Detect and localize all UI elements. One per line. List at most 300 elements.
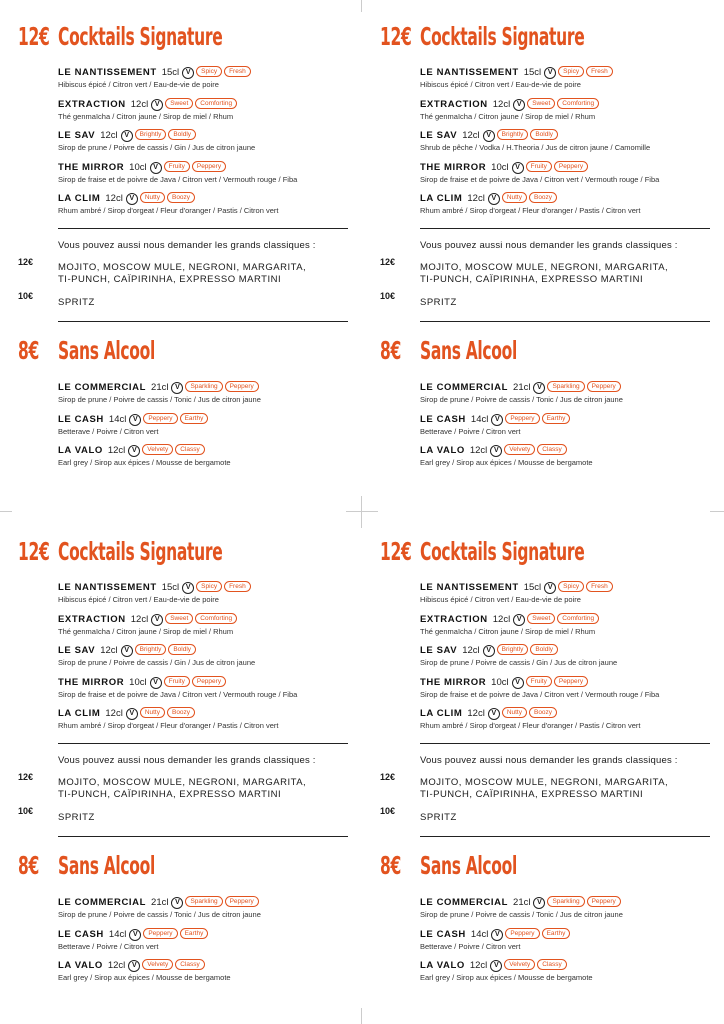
drink-item bbox=[420, 707, 720, 739]
drink-name-line bbox=[420, 192, 720, 206]
drink-ingredients: Shrub de pêche / Vodka / H.Theoria / Jus de citron jaune / Camomille bbox=[420, 143, 651, 152]
separator-line bbox=[420, 228, 710, 229]
flavor-tag: Fresh bbox=[586, 581, 613, 592]
section-price: 8€ bbox=[380, 851, 401, 880]
vegan-badge-icon: V bbox=[121, 645, 133, 657]
drink-name-line bbox=[58, 644, 358, 658]
classics-intro: Vous pouvez aussi nous demander les grands classiques : bbox=[420, 755, 678, 766]
classics-list bbox=[58, 777, 306, 801]
flavor-tag: Sweet bbox=[527, 613, 555, 624]
drink-name: LE CASH bbox=[420, 928, 466, 940]
drink-ingredients: Sirop de prune / Poivre de cassis / Gin / Jus de citron jaune bbox=[58, 658, 256, 667]
flavor-tag: Earthy bbox=[180, 928, 209, 939]
drink-name: LE CASH bbox=[58, 928, 104, 940]
drink-name: LA CLIM bbox=[58, 708, 101, 719]
drink-ingredients: Betterave / Poivre / Citron vert bbox=[58, 426, 159, 436]
section-header bbox=[18, 851, 348, 887]
drink-name: LA VALO bbox=[58, 445, 103, 456]
vegan-badge-icon: V bbox=[126, 708, 138, 720]
drink-ingredients: Sirop de prune / Poivre de cassis / Tonic / Jus de citron jaune bbox=[58, 395, 261, 404]
drink-volume: 12cl bbox=[107, 445, 126, 456]
spritz-price: 10€ bbox=[380, 291, 396, 301]
drink-name: EXTRACTION bbox=[420, 613, 488, 625]
spritz-label: SPRITZ bbox=[420, 812, 457, 823]
drink-name-line bbox=[58, 413, 358, 427]
classics-price: 12€ bbox=[18, 772, 34, 782]
spritz-price: 10€ bbox=[18, 291, 34, 301]
vegan-badge-icon: V bbox=[512, 162, 524, 174]
flavor-tag: Brightly bbox=[497, 644, 529, 655]
drink-name-line bbox=[58, 896, 358, 910]
drink-ingredients: Sirop de prune / Poivre de cassis / Tonic / Jus de citron jaune bbox=[420, 395, 623, 404]
drink-item bbox=[58, 613, 358, 645]
drink-name: EXTRACTION bbox=[58, 613, 126, 625]
drink-volume: 14cl bbox=[108, 413, 127, 425]
drink-item bbox=[58, 381, 358, 413]
classics-list bbox=[58, 262, 306, 286]
drink-name: LE SAV bbox=[420, 130, 458, 141]
flavor-tag: Sweet bbox=[165, 613, 193, 624]
section-price: 8€ bbox=[18, 336, 39, 365]
drink-ingredients: Thé genmaïcha / Citron jaune / Sirop de miel / Rhum bbox=[58, 626, 234, 636]
drink-volume: 10cl bbox=[129, 676, 147, 688]
crop-mark bbox=[361, 1008, 362, 1024]
flavor-tag: Peppery bbox=[225, 896, 259, 907]
drink-item bbox=[420, 644, 720, 676]
classics-line: MOJITO, MOSCOW MULE, NEGRONI, MARGARITA, bbox=[420, 777, 669, 788]
drink-name-line bbox=[420, 707, 720, 721]
sans-alcool-list bbox=[58, 381, 358, 476]
drink-item bbox=[420, 959, 720, 991]
flavor-tag: Sparkling bbox=[185, 896, 222, 907]
drink-volume: 12cl bbox=[467, 193, 485, 204]
drink-volume: 10cl bbox=[491, 676, 509, 688]
drink-volume: 15cl bbox=[161, 67, 180, 78]
drink-name: EXTRACTION bbox=[420, 98, 488, 110]
drink-name-line bbox=[420, 896, 720, 910]
section-title: Sans Alcool bbox=[58, 336, 155, 365]
drink-ingredients: Sirop de fraise et de poivre de Java / Citron vert / Vermouth rouge / Fiba bbox=[420, 174, 660, 184]
flavor-tag: Boldly bbox=[530, 644, 558, 655]
drink-ingredients: Earl grey / Sirop aux épices / Mousse de bergamote bbox=[58, 973, 231, 982]
flavor-tag: Brightly bbox=[497, 129, 529, 140]
drink-name: EXTRACTION bbox=[58, 98, 126, 110]
drink-volume: 12cl bbox=[492, 98, 511, 110]
drink-name: LE COMMERCIAL bbox=[58, 382, 147, 393]
drink-name: LE SAV bbox=[420, 645, 458, 656]
drink-name-line bbox=[58, 581, 358, 595]
cocktail-list bbox=[58, 581, 358, 739]
drink-ingredients: Sirop de prune / Poivre de cassis / Tonic / Jus de citron jaune bbox=[58, 910, 261, 919]
section-title: Cocktails Signature bbox=[420, 537, 585, 566]
classics-intro: Vous pouvez aussi nous demander les grands classiques : bbox=[58, 240, 316, 251]
drink-name-line bbox=[420, 581, 720, 595]
drink-name-line bbox=[58, 959, 358, 973]
vegan-badge-icon: V bbox=[483, 130, 495, 142]
drink-name-line bbox=[420, 444, 720, 458]
flavor-tag: Peppery bbox=[554, 161, 588, 172]
flavor-tag: Peppery bbox=[192, 676, 226, 687]
drink-volume: 12cl bbox=[105, 708, 123, 719]
section-title: Sans Alcool bbox=[420, 851, 517, 880]
classics-list bbox=[420, 262, 668, 286]
drink-ingredients: Sirop de prune / Poivre de cassis / Gin / Jus de citron jaune bbox=[420, 658, 618, 667]
drink-ingredients: Sirop de fraise et de poivre de Java / Citron vert / Vermouth rouge / Fiba bbox=[58, 174, 298, 184]
drink-volume: 21cl bbox=[513, 382, 531, 393]
drink-ingredients: Hibiscus épicé / Citron vert / Eau-de-vie de poire bbox=[420, 80, 581, 89]
drink-name-line bbox=[58, 161, 358, 175]
drink-name-line bbox=[420, 98, 720, 112]
flavor-tag: Velvety bbox=[504, 959, 535, 970]
drink-item bbox=[420, 381, 720, 413]
separator-line bbox=[58, 836, 348, 837]
drink-name-line bbox=[58, 707, 358, 721]
vegan-badge-icon: V bbox=[491, 929, 503, 941]
drink-volume: 10cl bbox=[129, 161, 147, 173]
vegan-badge-icon: V bbox=[151, 99, 163, 111]
drink-name: LE COMMERCIAL bbox=[420, 382, 509, 393]
drink-name-line bbox=[58, 444, 358, 458]
flavor-tag: Peppery bbox=[143, 928, 177, 939]
drink-ingredients: Sirop de prune / Poivre de cassis / Tonic / Jus de citron jaune bbox=[420, 910, 623, 919]
drink-item bbox=[58, 98, 358, 130]
drink-volume: 10cl bbox=[491, 161, 509, 173]
drink-name-line bbox=[58, 928, 358, 942]
drink-name-line bbox=[420, 613, 720, 627]
drink-item bbox=[420, 444, 720, 476]
drink-ingredients: Sirop de fraise et de poivre de Java / Citron vert / Vermouth rouge / Fiba bbox=[420, 689, 660, 699]
drink-ingredients: Hibiscus épicé / Citron vert / Eau-de-vie de poire bbox=[58, 595, 219, 604]
drink-name-line bbox=[420, 413, 720, 427]
flavor-tag: Boldly bbox=[168, 644, 196, 655]
classics-line: TI-PUNCH, CAÏPIRINHA, EXPRESSO MARTINI bbox=[58, 274, 282, 285]
section-header bbox=[380, 537, 710, 573]
vegan-badge-icon: V bbox=[182, 582, 194, 594]
drink-item bbox=[420, 413, 720, 445]
drink-item bbox=[58, 581, 358, 613]
drink-name: LE NANTISSEMENT bbox=[420, 582, 519, 593]
drink-item bbox=[58, 413, 358, 445]
drink-name: LE NANTISSEMENT bbox=[58, 582, 157, 593]
spritz-label: SPRITZ bbox=[420, 297, 457, 308]
drink-volume: 12cl bbox=[469, 960, 488, 971]
flavor-tag: Velvety bbox=[504, 444, 535, 455]
spritz-label: SPRITZ bbox=[58, 297, 95, 308]
drink-volume: 15cl bbox=[161, 582, 180, 593]
drink-name-line bbox=[58, 129, 358, 143]
drink-name-line bbox=[58, 613, 358, 627]
drink-name: THE MIRROR bbox=[420, 161, 487, 173]
flavor-tag: Spicy bbox=[558, 581, 584, 592]
section-header bbox=[18, 22, 348, 58]
flavor-tag: Boozy bbox=[167, 192, 195, 203]
flavor-tag: Peppery bbox=[587, 896, 621, 907]
drink-ingredients: Sirop de prune / Poivre de cassis / Gin / Jus de citron jaune bbox=[58, 143, 256, 152]
flavor-tag: Sparkling bbox=[185, 381, 222, 392]
drink-name-line bbox=[420, 644, 720, 658]
vegan-badge-icon: V bbox=[128, 445, 140, 457]
section-title: Cocktails Signature bbox=[420, 22, 585, 51]
drink-name: LA CLIM bbox=[420, 193, 463, 204]
drink-name: LA VALO bbox=[420, 960, 465, 971]
sans-alcool-list bbox=[420, 381, 720, 476]
drink-volume: 12cl bbox=[107, 960, 126, 971]
vegan-badge-icon: V bbox=[513, 614, 525, 626]
flavor-tag: Brightly bbox=[135, 129, 167, 140]
drink-name: LE NANTISSEMENT bbox=[420, 67, 519, 78]
classics-intro: Vous pouvez aussi nous demander les grands classiques : bbox=[420, 240, 678, 251]
drink-ingredients: Rhum ambré / Sirop d'orgeat / Fleur d'oranger / Pastis / Citron vert bbox=[420, 206, 641, 215]
drink-name-line bbox=[58, 676, 358, 690]
flavor-tag: Boozy bbox=[167, 707, 195, 718]
drink-name-line bbox=[58, 98, 358, 112]
drink-item bbox=[420, 66, 720, 98]
drink-item bbox=[420, 928, 720, 960]
flavor-tag: Velvety bbox=[142, 959, 173, 970]
drink-volume: 12cl bbox=[492, 613, 511, 625]
flavor-tag: Peppery bbox=[587, 381, 621, 392]
vegan-badge-icon: V bbox=[151, 614, 163, 626]
drink-item bbox=[420, 161, 720, 193]
flavor-tag: Nutty bbox=[502, 707, 527, 718]
drink-ingredients: Thé genmaïcha / Citron jaune / Sirop de miel / Rhum bbox=[58, 111, 234, 121]
vegan-badge-icon: V bbox=[544, 582, 556, 594]
drink-item bbox=[58, 928, 358, 960]
crop-mark bbox=[710, 511, 724, 512]
vegan-badge-icon: V bbox=[150, 677, 162, 689]
classics-price: 12€ bbox=[380, 772, 396, 782]
drink-name: THE MIRROR bbox=[58, 161, 125, 173]
classics-price: 12€ bbox=[18, 257, 34, 267]
classics-line: MOJITO, MOSCOW MULE, NEGRONI, MARGARITA, bbox=[58, 777, 307, 788]
drink-name: LE COMMERCIAL bbox=[58, 897, 147, 908]
drink-item bbox=[58, 129, 358, 161]
drink-ingredients: Earl grey / Sirop aux épices / Mousse de bergamote bbox=[58, 458, 231, 467]
drink-item bbox=[420, 613, 720, 645]
vegan-badge-icon: V bbox=[182, 67, 194, 79]
drink-ingredients: Rhum ambré / Sirop d'orgeat / Fleur d'oranger / Pastis / Citron vert bbox=[58, 721, 279, 730]
vegan-badge-icon: V bbox=[126, 193, 138, 205]
flavor-tag: Classy bbox=[175, 444, 205, 455]
section-title: Sans Alcool bbox=[420, 336, 517, 365]
drink-volume: 12cl bbox=[469, 445, 488, 456]
drink-name-line bbox=[420, 66, 720, 80]
drink-volume: 14cl bbox=[108, 928, 127, 940]
vegan-badge-icon: V bbox=[512, 677, 524, 689]
drink-name-line bbox=[420, 928, 720, 942]
drink-item bbox=[420, 98, 720, 130]
drink-item bbox=[420, 129, 720, 161]
drink-ingredients: Rhum ambré / Sirop d'orgeat / Fleur d'oranger / Pastis / Citron vert bbox=[420, 721, 641, 730]
crop-mark bbox=[361, 0, 362, 12]
drink-name: LE NANTISSEMENT bbox=[58, 67, 157, 78]
drink-name: LE COMMERCIAL bbox=[420, 897, 509, 908]
drink-ingredients: Thé genmaïcha / Citron jaune / Sirop de miel / Rhum bbox=[420, 111, 596, 121]
drink-name-line bbox=[58, 381, 358, 395]
drink-name-line bbox=[420, 381, 720, 395]
vegan-badge-icon: V bbox=[171, 897, 183, 909]
flavor-tag: Nutty bbox=[140, 707, 165, 718]
crop-mark bbox=[0, 511, 12, 512]
drink-name: LE CASH bbox=[58, 413, 104, 425]
drink-item bbox=[58, 192, 358, 224]
drink-ingredients: Betterave / Poivre / Citron vert bbox=[420, 426, 521, 436]
flavor-tag: Comforting bbox=[195, 613, 237, 624]
drink-item bbox=[58, 161, 358, 193]
flavor-tag: Velvety bbox=[142, 444, 173, 455]
flavor-tag: Boozy bbox=[529, 707, 557, 718]
drink-name: LE SAV bbox=[58, 130, 96, 141]
section-price: 12€ bbox=[380, 537, 412, 566]
drink-item bbox=[58, 959, 358, 991]
section-header bbox=[18, 537, 348, 573]
section-header bbox=[380, 851, 710, 887]
flavor-tag: Classy bbox=[537, 959, 567, 970]
section-title: Cocktails Signature bbox=[58, 537, 223, 566]
section-title: Sans Alcool bbox=[58, 851, 155, 880]
vegan-badge-icon: V bbox=[490, 445, 502, 457]
vegan-badge-icon: V bbox=[483, 645, 495, 657]
flavor-tag: Boldly bbox=[530, 129, 558, 140]
drink-ingredients: Earl grey / Sirop aux épices / Mousse de bergamote bbox=[420, 458, 593, 467]
drink-volume: 12cl bbox=[105, 193, 123, 204]
drink-ingredients: Betterave / Poivre / Citron vert bbox=[58, 941, 159, 951]
flavor-tag: Peppery bbox=[554, 676, 588, 687]
classics-line: TI-PUNCH, CAÏPIRINHA, EXPRESSO MARTINI bbox=[420, 789, 644, 800]
section-title: Cocktails Signature bbox=[58, 22, 223, 51]
flavor-tag: Peppery bbox=[225, 381, 259, 392]
vegan-badge-icon: V bbox=[129, 414, 141, 426]
separator-line bbox=[420, 743, 710, 744]
sans-alcool-list bbox=[420, 896, 720, 991]
flavor-tag: Comforting bbox=[557, 98, 599, 109]
section-price: 12€ bbox=[380, 22, 412, 51]
section-price: 12€ bbox=[18, 22, 50, 51]
flavor-tag: Fresh bbox=[586, 66, 613, 77]
drink-name-line bbox=[420, 676, 720, 690]
vegan-badge-icon: V bbox=[491, 414, 503, 426]
drink-name-line bbox=[420, 959, 720, 973]
vegan-badge-icon: V bbox=[171, 382, 183, 394]
cocktail-list bbox=[420, 66, 720, 224]
flavor-tag: Comforting bbox=[195, 98, 237, 109]
section-price: 12€ bbox=[18, 537, 50, 566]
flavor-tag: Spicy bbox=[558, 66, 584, 77]
drink-name: THE MIRROR bbox=[58, 676, 125, 688]
drink-name: LA CLIM bbox=[58, 193, 101, 204]
classics-intro: Vous pouvez aussi nous demander les grands classiques : bbox=[58, 755, 316, 766]
cocktail-list bbox=[58, 66, 358, 224]
flavor-tag: Spicy bbox=[196, 66, 222, 77]
flavor-tag: Nutty bbox=[140, 192, 165, 203]
drink-ingredients: Betterave / Poivre / Citron vert bbox=[420, 941, 521, 951]
flavor-tag: Fruity bbox=[526, 161, 552, 172]
flavor-tag: Comforting bbox=[557, 613, 599, 624]
drink-name-line bbox=[420, 161, 720, 175]
drink-ingredients: Thé genmaïcha / Citron jaune / Sirop de miel / Rhum bbox=[420, 626, 596, 636]
drink-ingredients: Hibiscus épicé / Citron vert / Eau-de-vie de poire bbox=[420, 595, 581, 604]
classics-list bbox=[420, 777, 668, 801]
flavor-tag: Earthy bbox=[542, 413, 571, 424]
flavor-tag: Fruity bbox=[164, 161, 190, 172]
drink-volume: 12cl bbox=[467, 708, 485, 719]
drink-name: LA VALO bbox=[58, 960, 103, 971]
flavor-tag: Peppery bbox=[505, 413, 539, 424]
classics-line: TI-PUNCH, CAÏPIRINHA, EXPRESSO MARTINI bbox=[420, 274, 644, 285]
drink-item bbox=[420, 896, 720, 928]
classics-line: MOJITO, MOSCOW MULE, NEGRONI, MARGARITA, bbox=[58, 262, 307, 273]
flavor-tag: Fresh bbox=[224, 581, 251, 592]
drink-item bbox=[58, 644, 358, 676]
drink-item bbox=[420, 192, 720, 224]
drink-item bbox=[420, 581, 720, 613]
flavor-tag: Classy bbox=[537, 444, 567, 455]
crop-mark bbox=[346, 511, 378, 512]
flavor-tag: Classy bbox=[175, 959, 205, 970]
separator-line bbox=[420, 321, 710, 322]
section-header bbox=[18, 336, 348, 372]
drink-volume: 12cl bbox=[462, 130, 480, 141]
drink-item bbox=[58, 896, 358, 928]
classics-line: TI-PUNCH, CAÏPIRINHA, EXPRESSO MARTINI bbox=[58, 789, 282, 800]
drink-ingredients: Earl grey / Sirop aux épices / Mousse de bergamote bbox=[420, 973, 593, 982]
flavor-tag: Peppery bbox=[505, 928, 539, 939]
flavor-tag: Nutty bbox=[502, 192, 527, 203]
drink-name-line bbox=[58, 66, 358, 80]
section-price: 8€ bbox=[380, 336, 401, 365]
drink-volume: 21cl bbox=[151, 897, 169, 908]
vegan-badge-icon: V bbox=[150, 162, 162, 174]
vegan-badge-icon: V bbox=[488, 708, 500, 720]
vegan-badge-icon: V bbox=[129, 929, 141, 941]
sans-alcool-list bbox=[58, 896, 358, 991]
flavor-tag: Earthy bbox=[542, 928, 571, 939]
flavor-tag: Spicy bbox=[196, 581, 222, 592]
spritz-price: 10€ bbox=[380, 806, 396, 816]
flavor-tag: Sparkling bbox=[547, 381, 584, 392]
drink-item bbox=[58, 676, 358, 708]
drink-name: LA CLIM bbox=[420, 708, 463, 719]
drink-name-line bbox=[58, 192, 358, 206]
flavor-tag: Sparkling bbox=[547, 896, 584, 907]
drink-item bbox=[58, 707, 358, 739]
vegan-badge-icon: V bbox=[544, 67, 556, 79]
flavor-tag: Fresh bbox=[224, 66, 251, 77]
separator-line bbox=[58, 321, 348, 322]
crop-mark bbox=[361, 496, 362, 528]
drink-volume: 21cl bbox=[513, 897, 531, 908]
classics-price: 12€ bbox=[380, 257, 396, 267]
drink-name: THE MIRROR bbox=[420, 676, 487, 688]
menu-card bbox=[0, 0, 362, 512]
spritz-label: SPRITZ bbox=[58, 812, 95, 823]
drink-name: LE SAV bbox=[58, 645, 96, 656]
classics-line: MOJITO, MOSCOW MULE, NEGRONI, MARGARITA, bbox=[420, 262, 669, 273]
flavor-tag: Sweet bbox=[527, 98, 555, 109]
separator-line bbox=[58, 743, 348, 744]
drink-volume: 21cl bbox=[151, 382, 169, 393]
flavor-tag: Boldly bbox=[168, 129, 196, 140]
drink-name-line bbox=[420, 129, 720, 143]
separator-line bbox=[58, 228, 348, 229]
drink-volume: 15cl bbox=[523, 67, 542, 78]
drink-name: LE CASH bbox=[420, 413, 466, 425]
vegan-badge-icon: V bbox=[513, 99, 525, 111]
menu-card bbox=[362, 0, 724, 512]
section-header bbox=[380, 336, 710, 372]
flavor-tag: Boozy bbox=[529, 192, 557, 203]
spritz-price: 10€ bbox=[18, 806, 34, 816]
